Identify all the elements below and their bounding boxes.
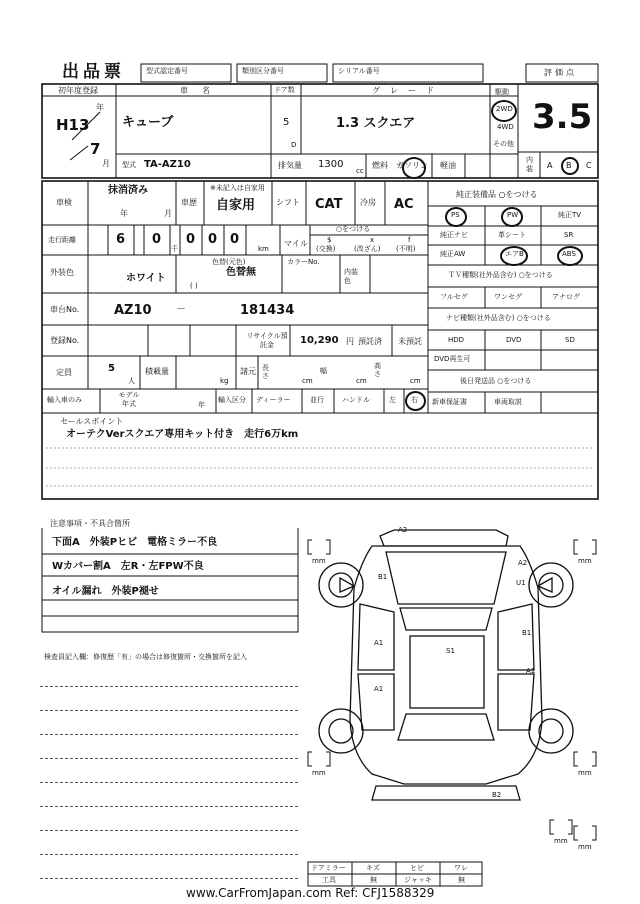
color-label: 外装色 xyxy=(50,268,74,277)
history-label: 車歴 xyxy=(181,198,197,207)
recycle-deposited: 預託済 xyxy=(358,337,382,346)
damage-mark: A1 xyxy=(374,685,384,693)
inspector-line xyxy=(40,854,298,855)
interior-color-label: 内装色 xyxy=(344,268,358,285)
dims-label: 諸元 xyxy=(240,367,256,376)
vehicle-manual: 車両取説 xyxy=(494,398,522,406)
color-change-value: 色替無 xyxy=(226,267,256,278)
mileage-unit: km xyxy=(258,245,269,253)
mileage-label: 走行距離 xyxy=(48,236,76,244)
mileage-digit-2: 0 xyxy=(152,232,162,247)
month-mark: 月 xyxy=(102,159,110,168)
notes-label: 注意事項・不具合箇所 xyxy=(50,519,130,528)
mm-label: mm xyxy=(578,769,592,777)
category-label: 類別区分番号 xyxy=(242,67,284,75)
height-unit: cm xyxy=(410,377,421,385)
reg-year: H13 xyxy=(56,116,90,134)
inspector-line xyxy=(40,830,298,831)
legend-value: 工具 xyxy=(322,876,336,884)
inspector-line xyxy=(40,710,298,711)
mm-label: mm xyxy=(312,769,326,777)
inspector-label: 検査員記入欄：修復歴「有」の場合は修復箇所・交換箇所を記入 xyxy=(44,653,247,661)
recycle-unit: 円 xyxy=(346,337,354,346)
reg-no-label: 登録No. xyxy=(50,336,80,345)
note-line-3: オイル漏れ 外装P褪せ xyxy=(52,586,159,597)
meter-1-text: (交換) xyxy=(316,245,336,253)
inspection-year-mark: 年 xyxy=(120,209,128,218)
chassis-number: 181434 xyxy=(240,303,295,318)
color-paren: ( ) xyxy=(190,282,198,290)
sales-point-text: オーテクVerスクエア専用キット付き 走行6万km xyxy=(66,429,299,440)
legend-value: 無 xyxy=(370,876,377,884)
navi-hdd: HDD xyxy=(448,336,465,344)
model-label: 型式 xyxy=(122,161,136,169)
displacement-label: 排気量 xyxy=(278,161,302,170)
history-value: 自家用 xyxy=(216,198,256,213)
tv-analog: アナログ xyxy=(552,293,580,301)
damage-mark: U1 xyxy=(516,579,526,587)
legend-header: ヒビ xyxy=(410,864,424,872)
damage-mark: B1 xyxy=(378,573,388,581)
watermark: www.CarFromJapan.com Ref: CFJ1588329 xyxy=(186,886,435,900)
navi-sd: SD xyxy=(565,336,575,344)
legend-value: 無 xyxy=(458,876,465,884)
note-line-2: Wカバー割A 左R・左FPW不良 xyxy=(52,561,204,572)
first-reg-label: 初年度登録 xyxy=(58,86,98,95)
import-parallel: 並行 xyxy=(310,396,324,404)
fuel-gasoline-circle xyxy=(402,157,426,179)
interior-a: A xyxy=(547,161,553,170)
displacement-value: 1300 xyxy=(318,159,344,170)
mileage-digit-4: 0 xyxy=(208,232,218,247)
equip-sr: SR xyxy=(564,231,574,239)
damage-mark: A2 xyxy=(518,559,528,567)
doors-label: ドア数 xyxy=(274,86,295,94)
inspection-month-mark: 月 xyxy=(164,209,172,218)
grade-score-label: 評価点 xyxy=(544,68,577,77)
year-mark: 年 xyxy=(96,103,104,112)
color-no-label: カラーNo. xyxy=(287,258,320,266)
history-note: ※未記入は自家用 xyxy=(210,184,265,192)
capacity-label: 定員 xyxy=(56,368,72,377)
import-type-label: 輸入区分 xyxy=(218,396,246,404)
length-label: 長さ xyxy=(262,364,269,380)
load-unit: kg xyxy=(220,377,229,385)
color-value: ホワイト xyxy=(126,273,166,284)
doors-suffix: D xyxy=(291,141,297,149)
mm-label: mm xyxy=(578,843,592,851)
mm-label: mm xyxy=(554,837,568,845)
handle-left: 左 xyxy=(389,396,396,404)
capacity-value: 5 xyxy=(108,363,115,374)
interior-label: 内装 xyxy=(526,156,533,173)
fuel-label: 燃料 xyxy=(372,161,388,170)
equip-airbag: エアB xyxy=(505,250,524,258)
import-dealer: ディーラー xyxy=(256,396,291,404)
recycle-not: 未預託 xyxy=(398,337,422,346)
inspector-line xyxy=(40,878,298,879)
equip-ps: PS xyxy=(451,211,460,219)
tv-oneseg: ワンセグ xyxy=(494,293,522,301)
fuel-gasoline: ガソリン xyxy=(396,161,428,170)
meter-2-text: (改ざん) xyxy=(354,245,381,253)
handle-right-circle xyxy=(405,391,426,411)
tv-label: ＴＶ種類(社外品含む) ○をつける xyxy=(448,271,553,279)
capacity-unit: 人 xyxy=(128,377,135,385)
inspector-line xyxy=(40,758,298,759)
inspector-line xyxy=(40,782,298,783)
handle-right: 右 xyxy=(411,396,418,404)
load-label: 積載量 xyxy=(145,367,169,376)
shift-label: シフト xyxy=(276,198,300,207)
sales-point-label: セールスポイント xyxy=(60,417,124,426)
legend-header: ドアミラー xyxy=(311,864,346,872)
interior-c: C xyxy=(586,161,592,170)
mm-label: mm xyxy=(578,557,592,565)
length-unit: cm xyxy=(302,377,313,385)
inspection-value: 抹消済み xyxy=(108,185,148,196)
height-label: 高さ xyxy=(374,362,381,378)
recycle-label: リサイクル預託金 xyxy=(246,332,288,349)
inspector-line xyxy=(40,734,298,735)
width-unit: cm xyxy=(356,377,367,385)
mileage-digit-5: 0 xyxy=(230,232,240,247)
equip-genuine-tv: 純正TV xyxy=(558,211,582,219)
equip-leather: 革シート xyxy=(498,231,526,239)
reg-month: 7 xyxy=(90,140,101,158)
note-line-1: 下面A 外装Pヒビ 電格ミラー不良 xyxy=(52,537,218,548)
model-year-label: モデル年式 xyxy=(118,391,140,408)
equip-genuine-navi: 純正ナビ xyxy=(440,231,468,239)
shift-value: CAT xyxy=(315,197,343,212)
score-value: 3.5 xyxy=(532,97,593,137)
meter-1-symbol: $ xyxy=(327,236,332,244)
model-year-mark: 年 xyxy=(198,401,205,409)
mileage-digit-1: 6 xyxy=(116,232,126,247)
drive-2wd: 2WD xyxy=(496,105,513,113)
navi-label: ナビ種類(社外品含む) ○をつける xyxy=(446,314,551,322)
equip-pw-circle xyxy=(501,207,523,227)
inspector-line xyxy=(40,686,298,687)
fuel-diesel: 軽油 xyxy=(440,161,456,170)
mile-label: マイル xyxy=(284,239,308,248)
form-title: 出品票 xyxy=(62,62,125,82)
equip-abs: ABS xyxy=(562,250,576,258)
drive-2wd-circle xyxy=(491,100,517,122)
chassis-prefix: AZ10 xyxy=(114,303,152,318)
mm-label: mm xyxy=(312,557,326,565)
drive-other: その他 xyxy=(493,140,514,148)
model-code: TA-AZ10 xyxy=(144,159,191,170)
equip-abs-circle xyxy=(557,246,583,266)
meter-2-symbol: x xyxy=(370,236,375,244)
meter-3-text: (不明) xyxy=(396,245,416,253)
legend-header: ワレ xyxy=(454,864,468,872)
color-change-label: 色替(元色) xyxy=(212,258,246,266)
damage-mark: A1 xyxy=(374,639,384,647)
damage-mark: A2 xyxy=(398,526,408,534)
serial-label: シリアル番号 xyxy=(338,67,380,75)
equip-genuine-aw: 純正AW xyxy=(440,250,466,258)
damage-mark: B2 xyxy=(492,791,502,799)
car-name-label: 車名 xyxy=(180,86,224,95)
handle-label: ハンドル xyxy=(342,396,370,404)
inspector-line xyxy=(40,806,298,807)
equip-ps-circle xyxy=(445,207,467,227)
drive-4wd: 4WD xyxy=(497,123,514,131)
damage-mark: A1 xyxy=(526,667,536,675)
aftermarket-label: 後日発送品 ○をつける xyxy=(460,377,532,385)
damage-mark: S1 xyxy=(446,647,455,655)
tv-fullseg: フルセグ xyxy=(440,293,468,301)
drive-label: 駆動 xyxy=(495,88,509,96)
genuine-label: 純正装備品 ○をつける xyxy=(456,190,538,199)
navi-dvd-play: DVD再生可 xyxy=(434,355,471,363)
chassis-label: 車台No. xyxy=(50,305,80,314)
meter-circle-hint: ○をつける xyxy=(336,225,371,233)
import-label: 輸入車のみ xyxy=(47,396,82,404)
ac-value: AC xyxy=(394,197,414,212)
chassis-dash: － xyxy=(176,304,186,315)
interior-b-circle xyxy=(561,157,579,175)
legend-value: ジャッキ xyxy=(404,876,432,884)
grade-label: グレード xyxy=(372,86,444,95)
meter-3-symbol: f xyxy=(408,236,411,244)
new-car-warranty: 新車保証書 xyxy=(432,398,467,406)
recycle-amount: 10,290 xyxy=(300,335,339,346)
inspection-label: 車検 xyxy=(56,198,72,207)
mileage-thousand: 千 xyxy=(171,245,178,253)
ac-label: 冷房 xyxy=(360,198,376,207)
car-name: キューブ xyxy=(122,115,174,130)
damage-mark: B1 xyxy=(522,629,532,637)
interior-b: B xyxy=(566,161,572,170)
grade-value: 1.3 スクエア xyxy=(336,116,416,131)
type-cert-label: 型式認定番号 xyxy=(146,67,188,75)
displacement-unit: cc xyxy=(356,167,364,175)
equip-airbag-circle xyxy=(500,246,528,266)
equip-pw: PW xyxy=(507,211,519,219)
doors-value: 5 xyxy=(283,117,290,128)
navi-dvd: DVD xyxy=(506,336,522,344)
legend-header: キズ xyxy=(366,864,380,872)
mileage-digit-3: 0 xyxy=(186,232,196,247)
width-label: 幅 xyxy=(320,367,327,375)
